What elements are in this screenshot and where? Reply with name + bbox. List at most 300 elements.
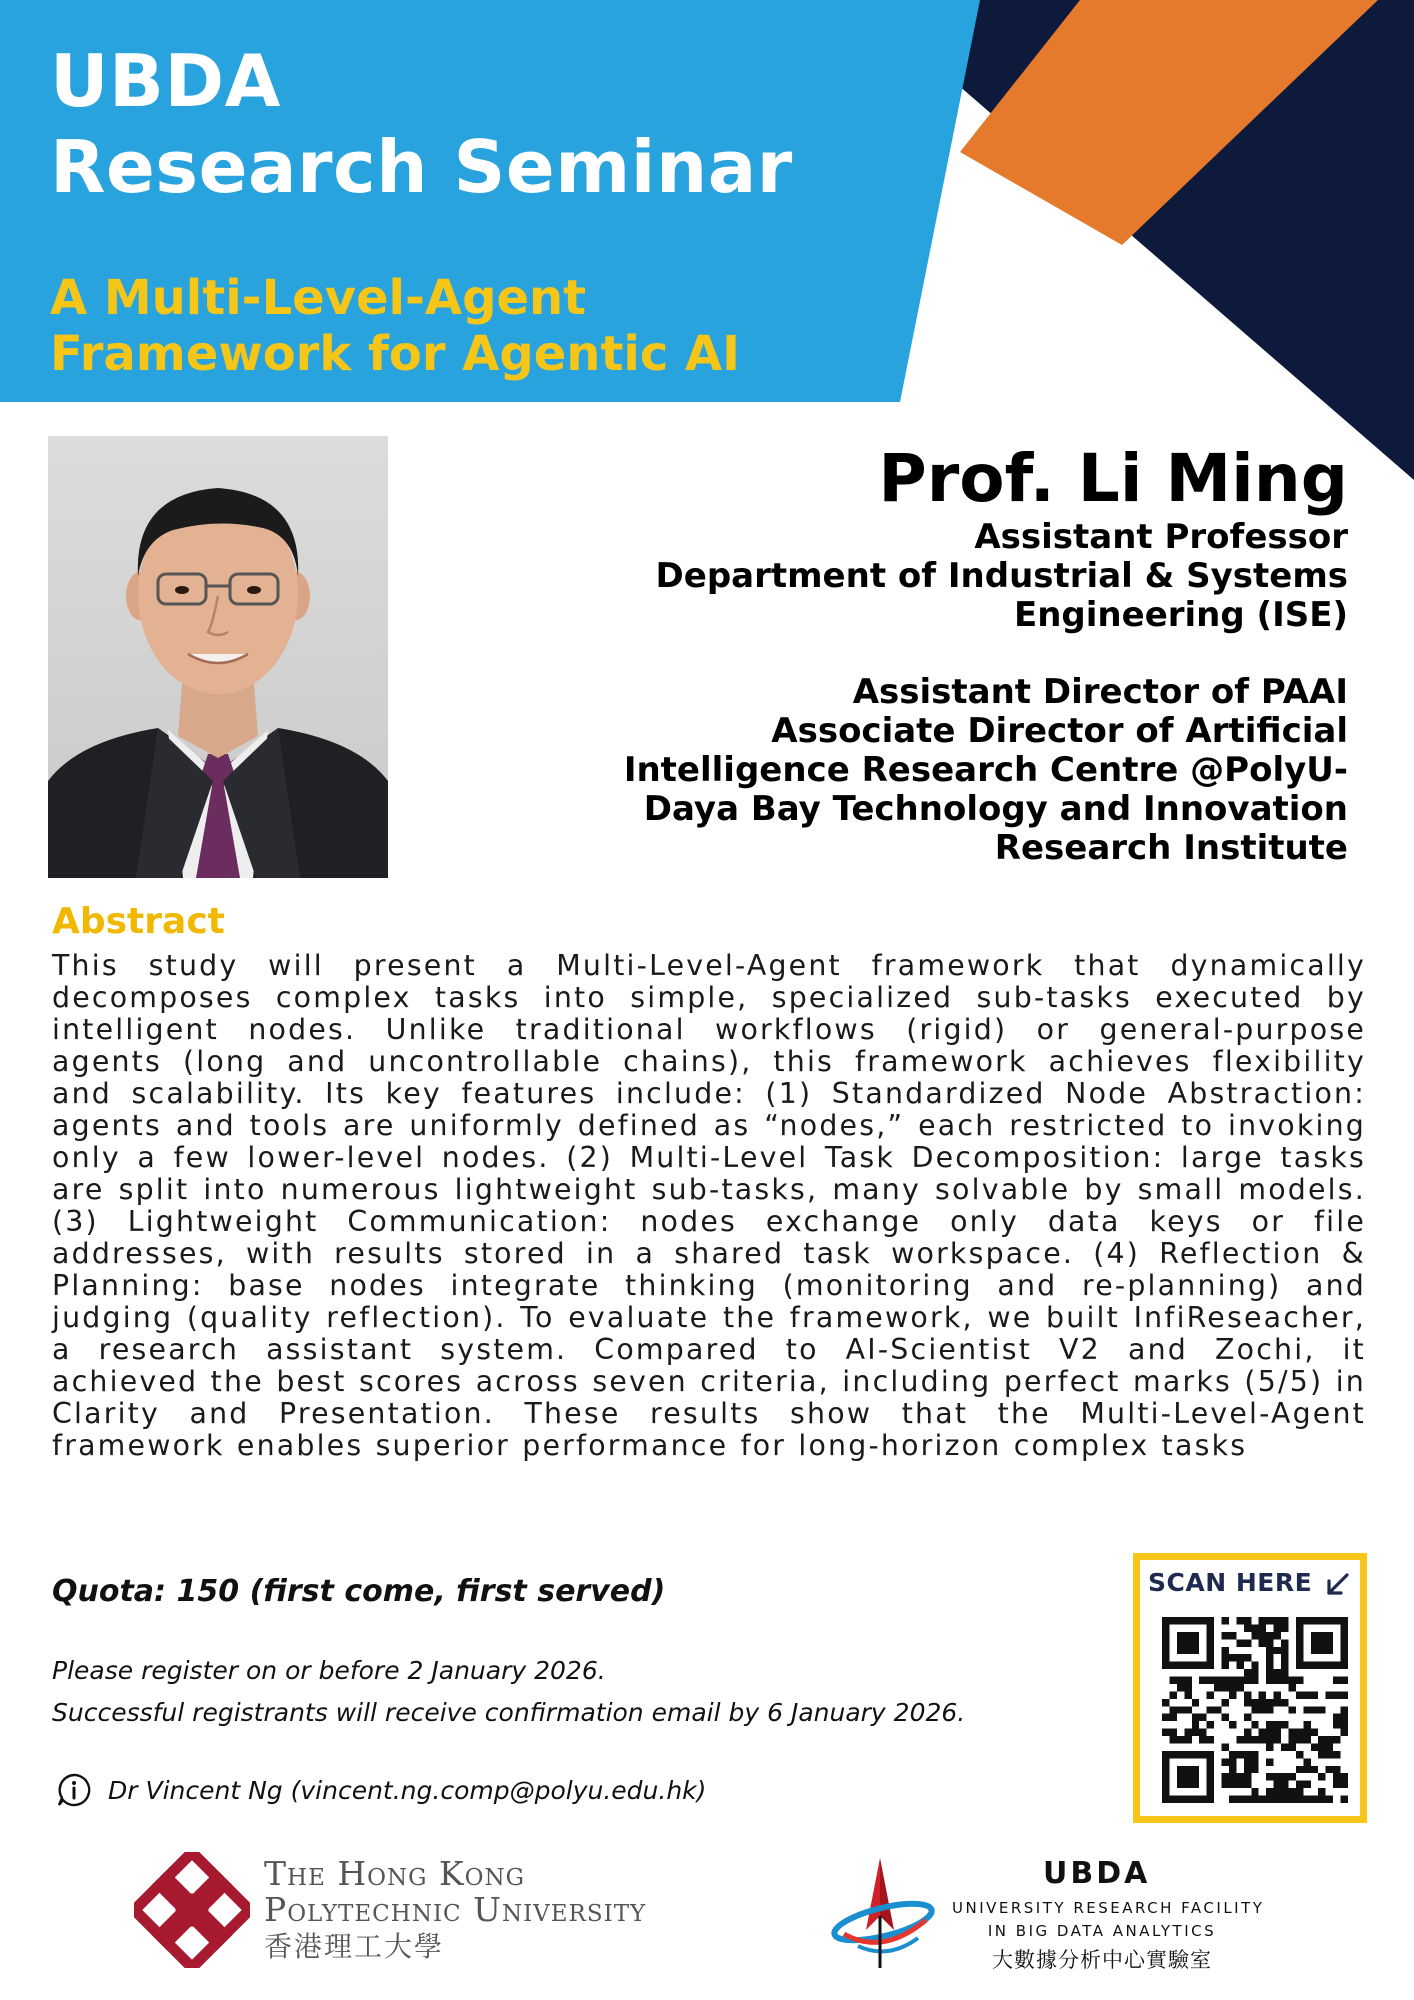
qr-module <box>1236 1639 1243 1646</box>
qr-module <box>1274 1647 1281 1654</box>
qr-module <box>1266 1788 1273 1795</box>
qr-module <box>1318 1788 1325 1795</box>
qr-module <box>1296 1729 1303 1736</box>
qr-module <box>1311 1706 1318 1713</box>
qr-module <box>1244 1624 1251 1631</box>
qr-module <box>1274 1632 1281 1639</box>
qr-module <box>1341 1796 1348 1803</box>
qr-module <box>1244 1773 1251 1780</box>
qr-module <box>1266 1669 1273 1676</box>
qr-module <box>1288 1796 1295 1803</box>
qr-module <box>1169 1617 1176 1624</box>
qr-module <box>1184 1691 1191 1698</box>
qr-module <box>1326 1751 1333 1758</box>
qr-module <box>1192 1781 1199 1788</box>
qr-module <box>1229 1758 1236 1765</box>
qr-module <box>1281 1654 1288 1661</box>
qr-module <box>1162 1773 1169 1780</box>
speaker-role-1: Assistant Director of PAAI <box>852 672 1348 712</box>
qr-module <box>1199 1736 1206 1743</box>
confirmation-note: Successful registrants will receive confirmation email by 6 January 2026. <box>52 1698 966 1727</box>
qr-module <box>1251 1766 1258 1773</box>
qr-module <box>1274 1677 1281 1684</box>
qr-module <box>1318 1632 1325 1639</box>
qr-module <box>1162 1758 1169 1765</box>
qr-module <box>1333 1781 1340 1788</box>
speaker-role-2: Associate Director of Artificial <box>771 711 1348 751</box>
qr-module <box>1274 1624 1281 1631</box>
qr-module <box>1281 1677 1288 1684</box>
qr-module <box>1229 1766 1236 1773</box>
contact-person-email[interactable]: Dr Vincent Ng (vincent.ng.comp@polyu.edu.hk) <box>108 1775 707 1805</box>
arrow-down-left-icon <box>1322 1570 1352 1600</box>
registration-deadline: Please register on or before 2 January 2026. <box>52 1656 606 1685</box>
qr-module <box>1222 1781 1229 1788</box>
qr-module <box>1318 1662 1325 1669</box>
qr-module <box>1222 1743 1229 1750</box>
qr-module <box>1192 1662 1199 1669</box>
ubda-emblem-icon <box>828 1852 938 1972</box>
qr-module <box>1236 1654 1243 1661</box>
qr-module <box>1259 1639 1266 1646</box>
qr-module <box>1251 1751 1258 1758</box>
talk-title-line-1: A Multi-Level-Agent <box>50 270 587 326</box>
qr-module <box>1341 1639 1348 1646</box>
qr-module <box>1236 1677 1243 1684</box>
qr-module <box>1311 1766 1318 1773</box>
qr-module <box>1303 1691 1310 1698</box>
qr-module <box>1169 1736 1176 1743</box>
qr-panel[interactable] <box>1133 1553 1367 1823</box>
qr-module <box>1274 1773 1281 1780</box>
qr-module <box>1177 1647 1184 1654</box>
qr-module <box>1281 1639 1288 1646</box>
qr-module <box>1281 1743 1288 1750</box>
qr-module <box>1162 1647 1169 1654</box>
qr-module <box>1222 1684 1229 1691</box>
qr-module <box>1326 1647 1333 1654</box>
qr-module <box>1192 1617 1199 1624</box>
qr-module <box>1177 1662 1184 1669</box>
qr-module <box>1169 1714 1176 1721</box>
qr-module <box>1333 1766 1340 1773</box>
qr-module <box>1169 1662 1176 1669</box>
qr-module <box>1251 1736 1258 1743</box>
speaker-role-2-cont-a: Intelligence Research Centre @PolyU- <box>623 750 1348 790</box>
qr-module <box>1229 1751 1236 1758</box>
qr-module <box>1341 1706 1348 1713</box>
speaker-details <box>448 440 1348 868</box>
qr-module <box>1199 1751 1206 1758</box>
polyu-wordmark <box>264 1852 646 1966</box>
contact-line <box>56 1768 706 1812</box>
qr-module <box>1162 1632 1169 1639</box>
quota-text: Quota: 150 (first come, first served) <box>52 1574 666 1609</box>
qr-module <box>1333 1751 1340 1758</box>
qr-module <box>1162 1624 1169 1631</box>
qr-module <box>1318 1751 1325 1758</box>
qr-module <box>1259 1706 1266 1713</box>
qr-module <box>1244 1654 1251 1661</box>
qr-module <box>1281 1617 1288 1624</box>
qr-module <box>1184 1751 1191 1758</box>
qr-module <box>1259 1624 1266 1631</box>
qr-module <box>1207 1639 1214 1646</box>
qr-module <box>1214 1684 1221 1691</box>
qr-module <box>1222 1758 1229 1765</box>
qr-module <box>1341 1773 1348 1780</box>
qr-module <box>1303 1736 1310 1743</box>
qr-module <box>1207 1632 1214 1639</box>
qr-module <box>1244 1691 1251 1698</box>
qr-module <box>1207 1773 1214 1780</box>
qr-module <box>1177 1617 1184 1624</box>
qr-module <box>1266 1736 1273 1743</box>
qr-module <box>1326 1691 1333 1698</box>
qr-module <box>1341 1781 1348 1788</box>
qr-module <box>1326 1639 1333 1646</box>
qr-module <box>1266 1773 1273 1780</box>
qr-module <box>1274 1781 1281 1788</box>
polyu-chinese-name: 香港理工大學 <box>264 1930 445 1963</box>
qr-module <box>1281 1796 1288 1803</box>
qr-module <box>1177 1632 1184 1639</box>
qr-module <box>1288 1788 1295 1795</box>
qr-module <box>1192 1721 1199 1728</box>
qr-module <box>1341 1729 1348 1736</box>
qr-module <box>1281 1624 1288 1631</box>
qr-module <box>1266 1662 1273 1669</box>
polyu-name-line-2: Polytechnic University <box>264 1890 647 1929</box>
qr-module <box>1326 1796 1333 1803</box>
qr-module <box>1207 1766 1214 1773</box>
qr-module <box>1244 1796 1251 1803</box>
qr-module <box>1169 1706 1176 1713</box>
qr-module <box>1162 1766 1169 1773</box>
qr-module <box>1236 1751 1243 1758</box>
qr-module <box>1192 1647 1199 1654</box>
polyu-name-line-1: The Hong Kong <box>264 1854 525 1893</box>
qr-module <box>1207 1624 1214 1631</box>
qr-module <box>1177 1706 1184 1713</box>
qr-module <box>1288 1736 1295 1743</box>
qr-module <box>1333 1662 1340 1669</box>
qr-module <box>1341 1632 1348 1639</box>
qr-module <box>1251 1632 1258 1639</box>
qr-module <box>1244 1677 1251 1684</box>
qr-module <box>1274 1617 1281 1624</box>
qr-module <box>1236 1617 1243 1624</box>
qr-module <box>1266 1632 1273 1639</box>
qr-module <box>1222 1647 1229 1654</box>
abstract-heading: Abstract <box>52 901 225 942</box>
qr-module <box>1184 1684 1191 1691</box>
qr-module <box>1266 1721 1273 1728</box>
qr-module <box>1229 1796 1236 1803</box>
qr-module <box>1192 1729 1199 1736</box>
qr-module <box>1281 1669 1288 1676</box>
qr-module <box>1311 1691 1318 1698</box>
qr-module <box>1288 1684 1295 1691</box>
speaker-role-2-cont-c: Research Institute <box>994 828 1348 868</box>
qr-module <box>1192 1773 1199 1780</box>
qr-module <box>1318 1617 1325 1624</box>
qr-module <box>1311 1617 1318 1624</box>
qr-module <box>1333 1677 1340 1684</box>
qr-module <box>1192 1751 1199 1758</box>
qr-module <box>1207 1736 1214 1743</box>
qr-module <box>1303 1721 1310 1728</box>
qr-module <box>1318 1773 1325 1780</box>
qr-module <box>1303 1796 1310 1803</box>
qr-module <box>1333 1691 1340 1698</box>
qr-module <box>1318 1796 1325 1803</box>
qr-module <box>1184 1736 1191 1743</box>
qr-module <box>1214 1706 1221 1713</box>
seminar-title <box>50 38 793 210</box>
speaker-portrait <box>48 436 388 878</box>
qr-module <box>1169 1677 1176 1684</box>
qr-module <box>1222 1632 1229 1639</box>
qr-module <box>1266 1617 1273 1624</box>
qr-module <box>1274 1796 1281 1803</box>
qr-module <box>1288 1773 1295 1780</box>
qr-module <box>1266 1647 1273 1654</box>
qr-module <box>1281 1662 1288 1669</box>
qr-module <box>1251 1699 1258 1706</box>
qr-module <box>1251 1758 1258 1765</box>
qr-module <box>1244 1639 1251 1646</box>
qr-module <box>1207 1617 1214 1624</box>
qr-module <box>1162 1729 1169 1736</box>
qr-module <box>1162 1654 1169 1661</box>
qr-module <box>1169 1796 1176 1803</box>
qr-module <box>1199 1617 1206 1624</box>
qr-module <box>1274 1788 1281 1795</box>
qr-module <box>1266 1706 1273 1713</box>
qr-module <box>1311 1662 1318 1669</box>
qr-module <box>1192 1796 1199 1803</box>
qr-module <box>1318 1647 1325 1654</box>
qr-module <box>1162 1639 1169 1646</box>
qr-module <box>1207 1647 1214 1654</box>
qr-module <box>1296 1632 1303 1639</box>
qr-module <box>1199 1796 1206 1803</box>
qr-module <box>1251 1669 1258 1676</box>
qr-module <box>1311 1639 1318 1646</box>
qr-module <box>1296 1751 1303 1758</box>
qr-module <box>1184 1647 1191 1654</box>
qr-module <box>1222 1662 1229 1669</box>
qr-module <box>1266 1699 1273 1706</box>
qr-module <box>1259 1729 1266 1736</box>
abstract-text: This study will present a Multi-Level-Agent framework that dynamically decomposes complex tasks into simple, specialized sub-tasks executed by intelligent nodes. Unlike traditional workflows (rigid) or general-purpose agents (long and uncontrollable chains), this framework achieves flexibility and scalability. Its key features include: (1) Standardized Node Abstraction: agents and tools are uniformly defined as “nodes,” each restricted to invoking only a few lower-level nodes. (2) Multi-Level Task Decomposition: large tasks are split into numerous lightweight sub-tasks, many solvable by small models. (3) Lightweight Communication: nodes exchange only data keys or file addresses, with results stored in a shared task workspace. (4) Reflection & Planning: base nodes integrate thinking (monitoring and re-planning) and judging (quality reflection). To evaluate the framework, we built InfiReseacher, a research assistant system. Compared to AI-Scientist V2 and Zochi, it achieved the best scores across seven criteria, including perfect marks (5/5) in Clarity and Presentation. These results show that the Multi-Level-Agent framework enables superior performance for long-horizon complex tasks <box>52 949 1366 1462</box>
talk-title-line-2: Framework for Agentic AI <box>50 326 741 382</box>
qr-module <box>1229 1654 1236 1661</box>
qr-module <box>1326 1617 1333 1624</box>
ubda-tagline-2: IN BIG DATA ANALYTICS <box>987 1922 1217 1940</box>
qr-module <box>1244 1781 1251 1788</box>
qr-module <box>1311 1647 1318 1654</box>
qr-module <box>1192 1632 1199 1639</box>
qr-module <box>1169 1729 1176 1736</box>
qr-module <box>1281 1788 1288 1795</box>
polyu-logo <box>134 1852 646 1968</box>
qr-module <box>1311 1729 1318 1736</box>
qr-module <box>1184 1639 1191 1646</box>
qr-module <box>1236 1796 1243 1803</box>
qr-module <box>1333 1721 1340 1728</box>
title-line-1: UBDA <box>50 39 281 123</box>
qr-module <box>1288 1677 1295 1684</box>
qr-module <box>1162 1751 1169 1758</box>
qr-module <box>1162 1796 1169 1803</box>
qr-module <box>1266 1796 1273 1803</box>
qr-module <box>1259 1699 1266 1706</box>
speaker-photo <box>48 436 388 878</box>
qr-module <box>1177 1639 1184 1646</box>
qr-module <box>1199 1729 1206 1736</box>
qr-module <box>1169 1751 1176 1758</box>
qr-module <box>1222 1699 1229 1706</box>
qr-module <box>1274 1699 1281 1706</box>
qr-module <box>1303 1662 1310 1669</box>
qr-module <box>1236 1662 1243 1669</box>
qr-module <box>1296 1654 1303 1661</box>
qr-module <box>1222 1617 1229 1624</box>
qr-module <box>1244 1736 1251 1743</box>
qr-module <box>1244 1751 1251 1758</box>
speaker-department: Department of Industrial & Systems <box>655 556 1348 596</box>
qr-module <box>1303 1766 1310 1773</box>
qr-module <box>1259 1617 1266 1624</box>
qr-module <box>1266 1639 1273 1646</box>
qr-module <box>1266 1758 1273 1765</box>
qr-module <box>1207 1691 1214 1698</box>
polyu-emblem-icon <box>134 1852 250 1968</box>
qr-module <box>1229 1781 1236 1788</box>
qr-module <box>1281 1721 1288 1728</box>
qr-module <box>1236 1781 1243 1788</box>
qr-module <box>1229 1632 1236 1639</box>
qr-module <box>1274 1691 1281 1698</box>
qr-module <box>1184 1632 1191 1639</box>
qr-module <box>1236 1736 1243 1743</box>
qr-module <box>1207 1654 1214 1661</box>
qr-module <box>1333 1617 1340 1624</box>
qr-module <box>1192 1639 1199 1646</box>
qr-module <box>1244 1766 1251 1773</box>
qr-module <box>1281 1773 1288 1780</box>
qr-module <box>1162 1617 1169 1624</box>
qr-module <box>1229 1691 1236 1698</box>
qr-module <box>1259 1691 1266 1698</box>
qr-module <box>1222 1714 1229 1721</box>
speaker-position: Assistant Professor <box>974 517 1348 557</box>
qr-module <box>1296 1617 1303 1624</box>
qr-module <box>1184 1662 1191 1669</box>
qr-module <box>1184 1729 1191 1736</box>
qr-module <box>1318 1706 1325 1713</box>
speaker-name: Prof. Li Ming <box>878 440 1348 517</box>
qr-module <box>1259 1632 1266 1639</box>
qr-module <box>1296 1624 1303 1631</box>
qr-module <box>1184 1617 1191 1624</box>
qr-module <box>1207 1751 1214 1758</box>
qr-module <box>1296 1781 1303 1788</box>
qr-module <box>1207 1721 1214 1728</box>
qr-module <box>1311 1796 1318 1803</box>
qr-module <box>1326 1736 1333 1743</box>
qr-module <box>1244 1617 1251 1624</box>
qr-module <box>1207 1706 1214 1713</box>
speaker-department-cont: Engineering (ISE) <box>1014 595 1348 635</box>
qr-module <box>1288 1743 1295 1750</box>
qr-module <box>1177 1773 1184 1780</box>
qr-module <box>1281 1781 1288 1788</box>
qr-module <box>1341 1721 1348 1728</box>
qr-module <box>1266 1743 1273 1750</box>
qr-module <box>1199 1714 1206 1721</box>
qr-module <box>1244 1729 1251 1736</box>
qr-module <box>1222 1773 1229 1780</box>
qr-module <box>1318 1743 1325 1750</box>
title-line-2: Research Seminar <box>50 125 793 209</box>
qr-module <box>1288 1729 1295 1736</box>
qr-module <box>1281 1647 1288 1654</box>
qr-module <box>1326 1743 1333 1750</box>
qr-module <box>1244 1758 1251 1765</box>
qr-module <box>1236 1684 1243 1691</box>
qr-module <box>1244 1699 1251 1706</box>
qr-module <box>1229 1684 1236 1691</box>
qr-module <box>1207 1758 1214 1765</box>
qr-module <box>1251 1706 1258 1713</box>
qr-module <box>1296 1662 1303 1669</box>
qr-module <box>1207 1677 1214 1684</box>
qr-module <box>1303 1729 1310 1736</box>
qr-module <box>1229 1721 1236 1728</box>
qr-module <box>1236 1773 1243 1780</box>
qr-module <box>1214 1677 1221 1684</box>
qr-module <box>1162 1714 1169 1721</box>
qr-module <box>1222 1677 1229 1684</box>
qr-module <box>1184 1706 1191 1713</box>
talk-title <box>50 270 740 382</box>
qr-module <box>1177 1736 1184 1743</box>
qr-module <box>1184 1781 1191 1788</box>
registration-qr-code[interactable] <box>1162 1617 1348 1803</box>
qr-module <box>1199 1662 1206 1669</box>
qr-module <box>1251 1624 1258 1631</box>
qr-module <box>1326 1662 1333 1669</box>
qr-module <box>1229 1773 1236 1780</box>
qr-module <box>1207 1788 1214 1795</box>
qr-module <box>1199 1677 1206 1684</box>
qr-module <box>1326 1632 1333 1639</box>
qr-module <box>1251 1721 1258 1728</box>
qr-module <box>1184 1773 1191 1780</box>
qr-module <box>1326 1766 1333 1773</box>
qr-module <box>1184 1677 1191 1684</box>
qr-module <box>1341 1677 1348 1684</box>
qr-module <box>1341 1714 1348 1721</box>
qr-module <box>1192 1714 1199 1721</box>
qr-module <box>1318 1639 1325 1646</box>
qr-module <box>1192 1699 1199 1706</box>
qr-module <box>1341 1647 1348 1654</box>
qr-module <box>1251 1796 1258 1803</box>
